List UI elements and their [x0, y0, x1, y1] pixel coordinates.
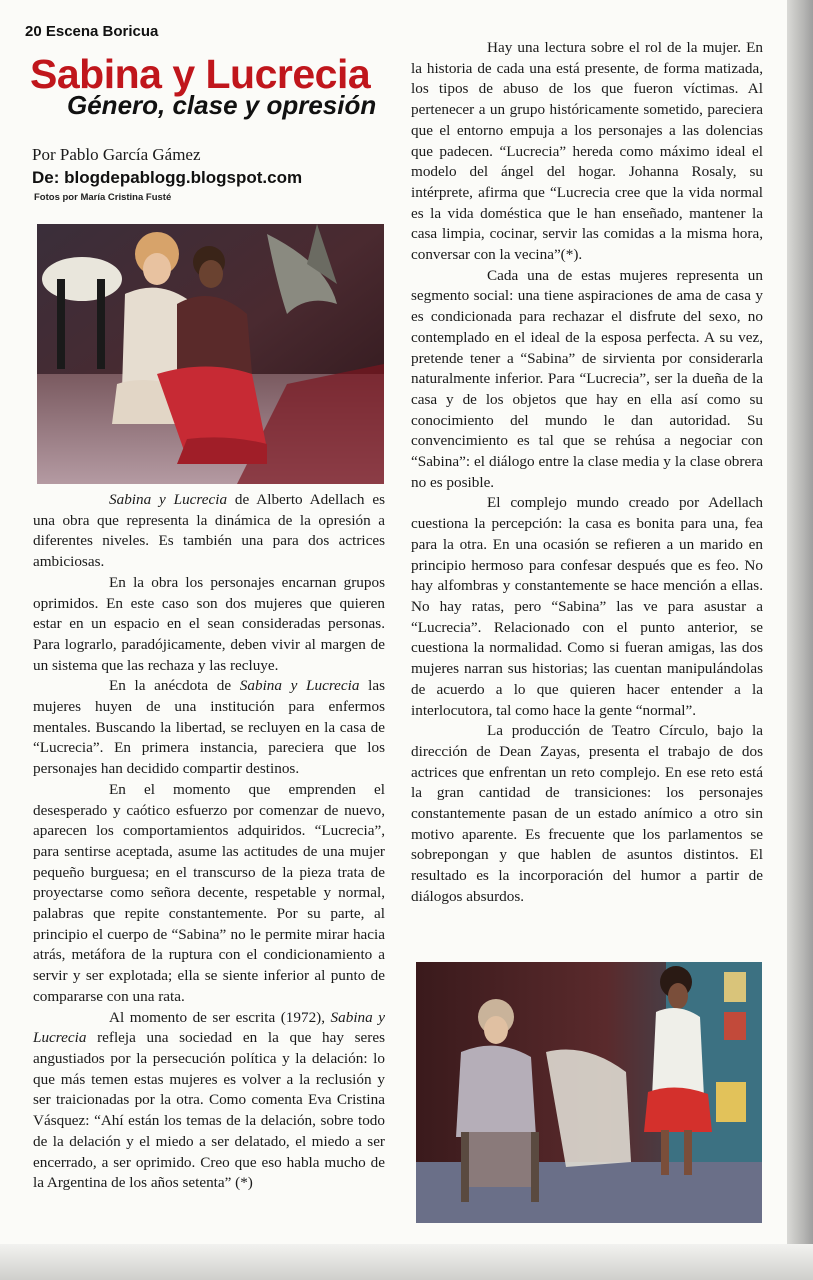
right-column — [411, 38, 763, 908]
page-header: 20 Escena Boricua — [25, 23, 159, 40]
page-edge-shadow — [787, 0, 813, 1280]
article-title: Sabina y Lucrecia — [30, 51, 371, 97]
paragraph-text: En la anécdota de — [109, 677, 240, 695]
play-title: Sabina y Lucrecia — [33, 1008, 385, 1047]
paragraph: El complejo mundo creado por Adellach cuestiona la percepción: la casa es bonita para una, fea para la otra. En una ocasión se refieren a un marido en principio hermoso para confesar después que es feo. No hay alfombras y constantemente se hace mención a ellas. No hay ratas, pero “Sabina” las ve para asustar a “Lucrecia”. Relacionado con el punto anterior, se cuestiona la normalidad. Como si fueran amigas, las dos mujeres narran sus historias; las cuentan manipulándolas de acuerdo a lo que quieren hacer entender a la interlocutora, tal como hace la gente “normal”. — [411, 494, 763, 719]
paragraph-text: Al momento de ser escrita (1972), — [109, 1008, 331, 1026]
paragraph: Cada una de estas mujeres representa un segmento social: una tiene aspiraciones de ama de casa y es condicionada para rechazar el disfrute del sexo, no contemplado en el ideal de la esposa perfecta. A su vez, pretende tener a “Sabina” de sirvienta por considerarla naturalmente inferior. Para “Lucrecia”, ser la dueña de la casa y de los objetos que hay en ella así como su conocimiento del mundo le dan autoridad. Su convencimiento es tal que se rehúsa a negociar con “Sabina”: el diálogo entre la clase media y la clase obrera no es posible. — [411, 266, 763, 491]
article-source: De: blogdepablogg.blogspot.com — [32, 168, 303, 187]
paragraph-text: las mujeres huyen de una institución para enfermos mentales. Buscando la libertad, se recluyen en la casa de “Lucrecia”. En primera instancia, pareciera que los personajes han decidido compartir destinos. — [33, 677, 386, 778]
paragraph: En el momento que emprenden el desesperado y caótico esfuerzo por comenzar de nuevo, aparecen los comportamientos adquiridos. “Lucrecia”, para sentirse aceptada, asume las actitudes de una mujer pequeño burguesa; en el transcurso de la pieza trata de proyectarse como señora decente, respetable y normal, palabras que repite constantemente. Por su parte, al principio el cuerpo de “Sabina” no le permite mirar hacia atrás, metáfora de la ruptura con el condicionamiento a servir y ser explotada; ella se siente inferior al punto de compararse con una rata. — [33, 780, 385, 1005]
play-title: Sabina y Lucrecia — [109, 491, 228, 508]
paragraph: La producción de Teatro Círculo, bajo la dirección de Dean Zayas, presenta el trabajo de dos actrices que enfrentan un reto complejo. En ese reto está la gran cantidad de transiciones: los personajes constantemente pasan de un estado anímico a otro sin motivo aparente. Es frecuente que los parlamentos se sobrepongan y que hablen de asuntos distintos. El resultado es la incorporación del humor a partir de diálogos absurdos. — [411, 722, 763, 905]
stage-photo-1 — [37, 224, 384, 484]
article-subtitle: Género, clase y opresión — [67, 90, 377, 120]
paragraph-text: de Alberto Adellach es una obra que representa la dinámica de la opresión a diferentes niveles. Es también una para dos actrices ambiciosas. — [33, 491, 385, 571]
paragraph — [33, 490, 385, 573]
paragraph: En la obra los personajes encarnan grupos oprimidos. En este caso son dos mujeres que quieren estar en un espacio en el sean consideradas personas. Para lograrlo, paradójicamente, deben vivir al margen de un sistema que las rechaza y las recluye. — [33, 573, 385, 674]
article-byline: Por Pablo García Gámez — [32, 145, 201, 164]
left-column — [33, 490, 385, 1194]
paragraph: Hay una lectura sobre el rol de la mujer. En la historia de cada una está presente, de forma matizada, los tipos de abuso de los que fueron víctimas. Al pertenecer a un grupo históricamente sometido, pareciera que el entorno empuja a los personajes a las dolencias que padecen. “Lucrecia” hereda como máximo ideal el modelo del ángel del hogar. Johanna Rosaly, su intérprete, afirma que “Lucrecia cree que la vida normal es la vida doméstica que le han enseñado, mantener la casa limpia, cocinar, servir las comidas a la misma hora, conversar con la vecina”(*). — [411, 39, 763, 264]
play-title: Sabina y Lucrecia — [239, 677, 360, 695]
paragraph-text: refleja una sociedad en la que hay seres angustiados por la persecución política y la delación: lo que más temen estas mujeres es volver a la reclusión y ser traicionadas por la otra. Como comenta Eva Cristina Vásquez: “Ahí están los temas de la delación, sobre todo de la delación y el miedo a ser delatado, el miedo a ser encerrado, a ser oprimido. Creo que eso habla mucho de la Argentina de los años setenta” (*) — [33, 1029, 385, 1192]
paragraph — [33, 1008, 385, 1194]
page-bottom-shadow — [0, 1244, 813, 1280]
paragraph — [33, 676, 385, 780]
stage-photo-2 — [416, 962, 762, 1223]
photo-credit: Fotos por María Cristina Fusté — [34, 192, 172, 203]
